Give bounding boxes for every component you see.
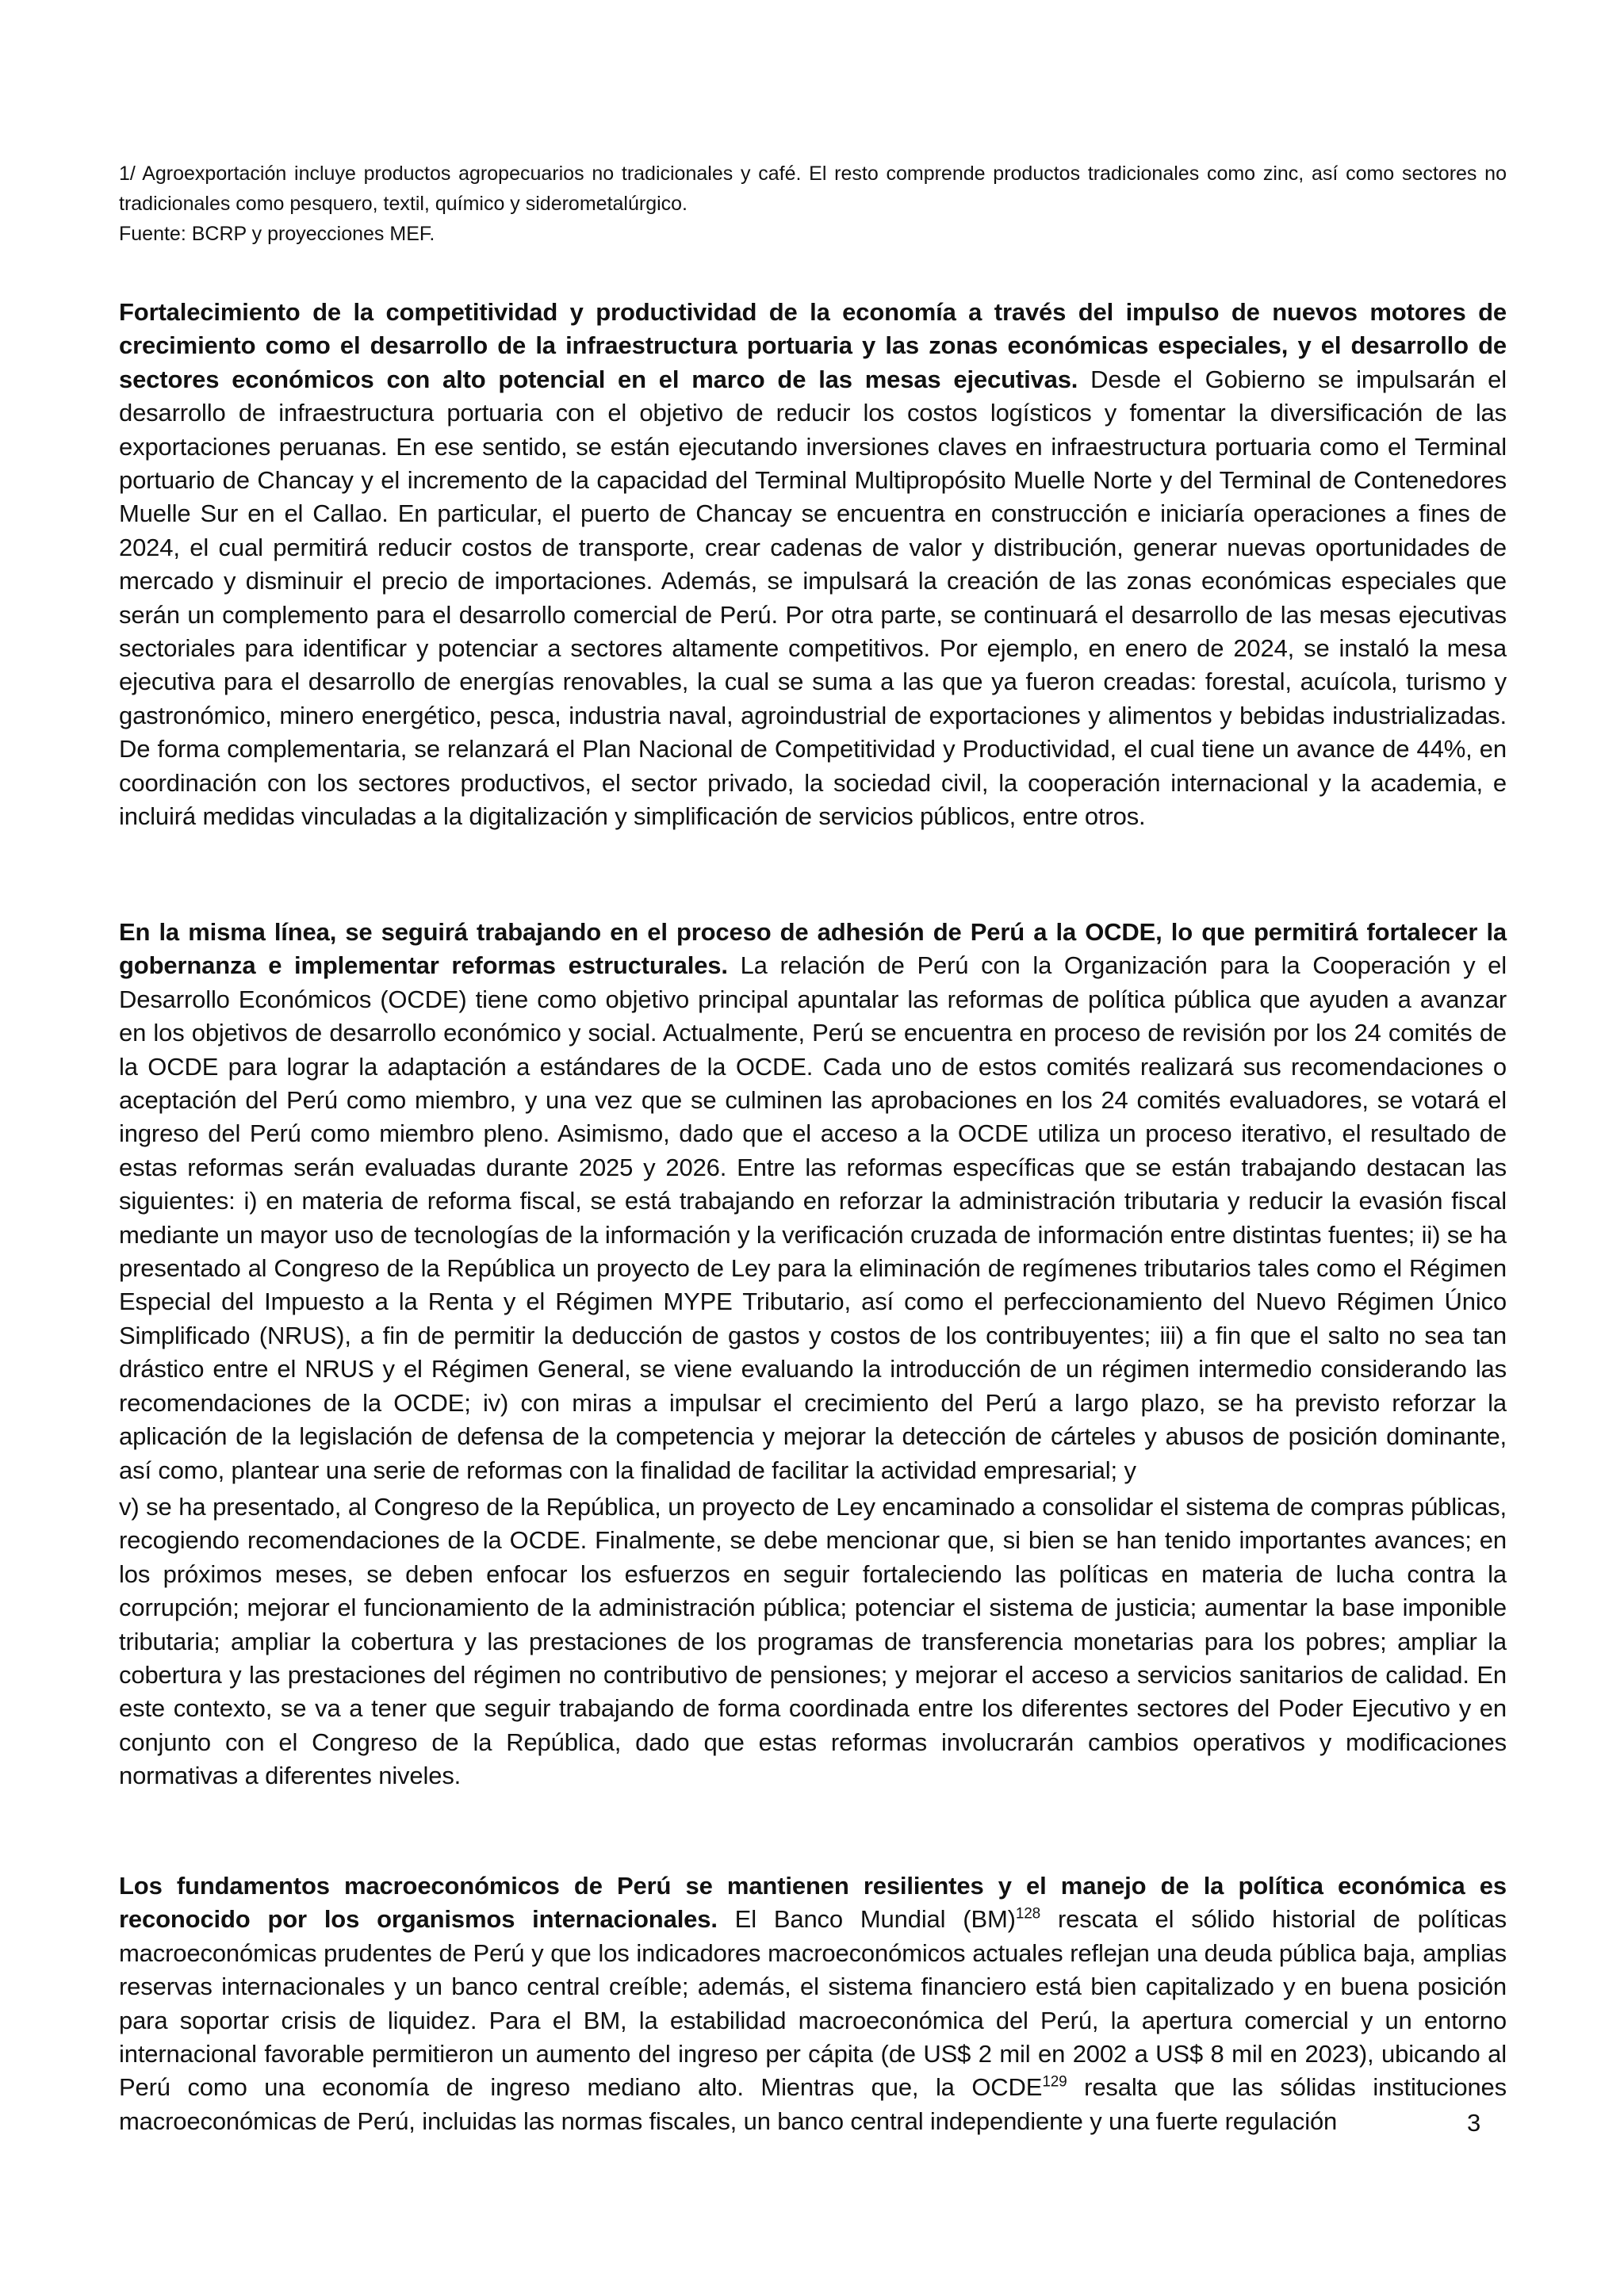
page-number: 3 (1467, 2109, 1481, 2137)
paragraph-ocde-continued (119, 1490, 1507, 1793)
paragraph-body: resalta que las sólidas instituciones macroeconómicas de Perú, incluidas las normas fiscales, un banco central independiente y una fuerte regulación (119, 2073, 1507, 2135)
paragraph-competitiveness (119, 296, 1507, 834)
paragraph-heading: Fortalecimiento de la competitividad y productividad de la economía a través del impulso de nuevos motores de crecimiento como el desarrollo de la infraestructura portuaria y las zonas económicas especiales, y el desarrollo de sectores económicos con alto potencial en el marco de las mesas ejecutivas. (119, 298, 1507, 393)
paragraph-heading: En la misma línea, se seguirá trabajando en el proceso de adhesión de Perú a la OCDE, lo que permitirá fortalecer la gobernanza e implementar reformas estructurales. (119, 918, 1507, 980)
paragraph-body: Desde el Gobierno se impulsarán el desarrollo de infraestructura portuaria con el objetivo de reducir los costos logísticos y fomentar la diversificación de las exportaciones peruanas. En ese sentido, se están ejecutando inversiones claves en infraestructura portuaria como el Terminal portuario de Chancay y el incremento de la capacidad del Terminal Multipropósito Muelle Norte y del Terminal de Contenedores Muelle Sur en el Callao. En particular, el puerto de Chancay se encuentra en construcción e iniciaría operaciones a fines de 2024, el cual permitirá reducir costos de transporte, crear cadenas de valor y distribución, generar nuevas oportunidades de mercado y disminuir el precio de importaciones. Además, se impulsará la creación de las zonas económicas especiales que serán un complemento para el desarrollo comercial de Perú. Por otra parte, se continuará el desarrollo de las mesas ejecutivas sectoriales para identificar y potenciar a sectores altamente competitivos. Por ejemplo, en enero de 2024, se instaló la mesa ejecutiva para el desarrollo de energías renovables, la cual se suma a las que ya fueron creadas: forestal, acuícola, turismo y gastronómico, minero energético, pesca, industria naval, agroindustrial de exportaciones y alimentos y bebidas industrializadas. De forma complementaria, se relanzará el Plan Nacional de Competitividad y Productividad, el cual tiene un avance de 44%, en coordinación con los sectores productivos, el sector privado, la sociedad civil, la cooperación internacional y la academia, e incluirá medidas vinculadas a la digitalización y simplificación de servicios públicos, entre otros. (119, 365, 1507, 831)
paragraph-body: El Banco Mundial (BM) (717, 1905, 1016, 1934)
table-footnote: 1/ Agroexportación incluye productos agropecuarios no tradicionales y café. El resto comprende productos tradicionales como zinc, así como sectores no tradicionales como pesquero, textil, químico y siderometalúrgico. (119, 163, 1507, 215)
paragraph-ocde (119, 916, 1507, 1487)
paragraph-body: v) se ha presentado, al Congreso de la República, un proyecto de Ley encaminado a consolidar el sistema de compras públicas, recogiendo recomendaciones de la OCDE. Finalmente, se debe mencionar que, si bien se han tenido importantes avances; en los próximos meses, se deben enfocar los esfuerzos en seguir fortaleciendo las políticas en materia de lucha contra la corrupción; mejorar el funcionamiento de la administración pública; potenciar el sistema de justicia; aumentar la base imponible tributaria; ampliar la cobertura y las prestaciones de los programas de transferencia monetarias para los pobres; ampliar la cobertura y las prestaciones del régimen no contributivo de pensiones; y mejorar el acceso a servicios sanitarios de calidad. En este contexto, se va a tener que seguir trabajando de forma coordinada entre los diferentes sectores del Poder Ejecutivo y en conjunto con el Congreso de la República, dado que estas reformas involucrarán cambios operativos y modificaciones normativas a diferentes niveles. (119, 1493, 1507, 1790)
paragraph-heading: Los fundamentos macroeconómicos de Perú se mantienen resilientes y el manejo de la política económica es reconocido por los organismos internacionales. (119, 1872, 1507, 1934)
table-source: Fuente: BCRP y proyecciones MEF. (119, 223, 435, 245)
paragraph-macro-fundamentals (119, 1869, 1507, 2138)
paragraph-body: La relación de Perú con la Organización para la Cooperación y el Desarrollo Económicos (OCDE) tiene como objetivo principal apuntalar las reformas de política pública que ayuden a avanzar en los objetivos de desarrollo económico y social. Actualmente, Perú se encuentra en proceso de revisión por los 24 comités de la OCDE para lograr la adaptación a estándares de la OCDE. Cada uno de estos comités realizará sus recomendaciones o aceptación del Perú como miembro, y una vez que se culminen las aprobaciones en los 24 comités evaluadores, se votará el ingreso del Perú como miembro pleno. Asimismo, dado que el acceso a la OCDE utiliza un proceso iterativo, el resultado de estas reformas serán evaluadas durante 2025 y 2026. Entre las reformas específicas que se están trabajando destacan las siguientes: i) en materia de reforma fiscal, se está trabajando en reforzar la administración tributaria y reducir la evasión fiscal mediante un mayor uso de tecnologías de la información y la verificación cruzada de información entre distintas fuentes; ii) se ha presentado al Congreso de la República un proyecto de Ley para la eliminación de regímenes tributarios tales como el Régimen Especial del Impuesto a la Renta y el Régimen MYPE Tributario, así como el perfeccionamiento del Nuevo Régimen Único Simplificado (NRUS), a fin de permitir la deducción de gastos y costos de los contribuyentes; iii) a fin que el salto no sea tan drástico entre el NRUS y el Régimen General, se viene evaluando la introducción de un régimen intermedio considerando las recomendaciones de la OCDE; iv) con miras a impulsar el crecimiento del Perú a largo plazo, se ha previsto reforzar la aplicación de la legislación de defensa de la competencia y mejorar la detección de cárteles y abusos de posición dominante, así como, plantear una serie de reformas con la finalidad de facilitar la actividad empresarial; y (119, 951, 1507, 1484)
footnote-ref-128: 128 (1015, 1906, 1041, 1923)
document-page (119, 0, 1507, 2296)
paragraph-body: rescata el sólido historial de políticas macroeconómicas prudentes de Perú y que los indicadores macroeconómicos actuales reflejan una deuda pública baja, amplias reservas internacionales y un banco central creíble; además, el sistema financiero está bien capitalizado y en buena posición para soportar crisis de liquidez. Para el BM, la estabilidad macroeconómica del Perú, la apertura comercial y un entorno internacional favorable permitieron un aumento del ingreso per cápita (de US$ 2 mil en 2002 a US$ 8 mil en 2023), ubicando al Perú como una economía de ingreso mediano alto. Mientras que, la OCDE (119, 1905, 1507, 2102)
footnote-ref-129: 129 (1042, 2074, 1067, 2091)
